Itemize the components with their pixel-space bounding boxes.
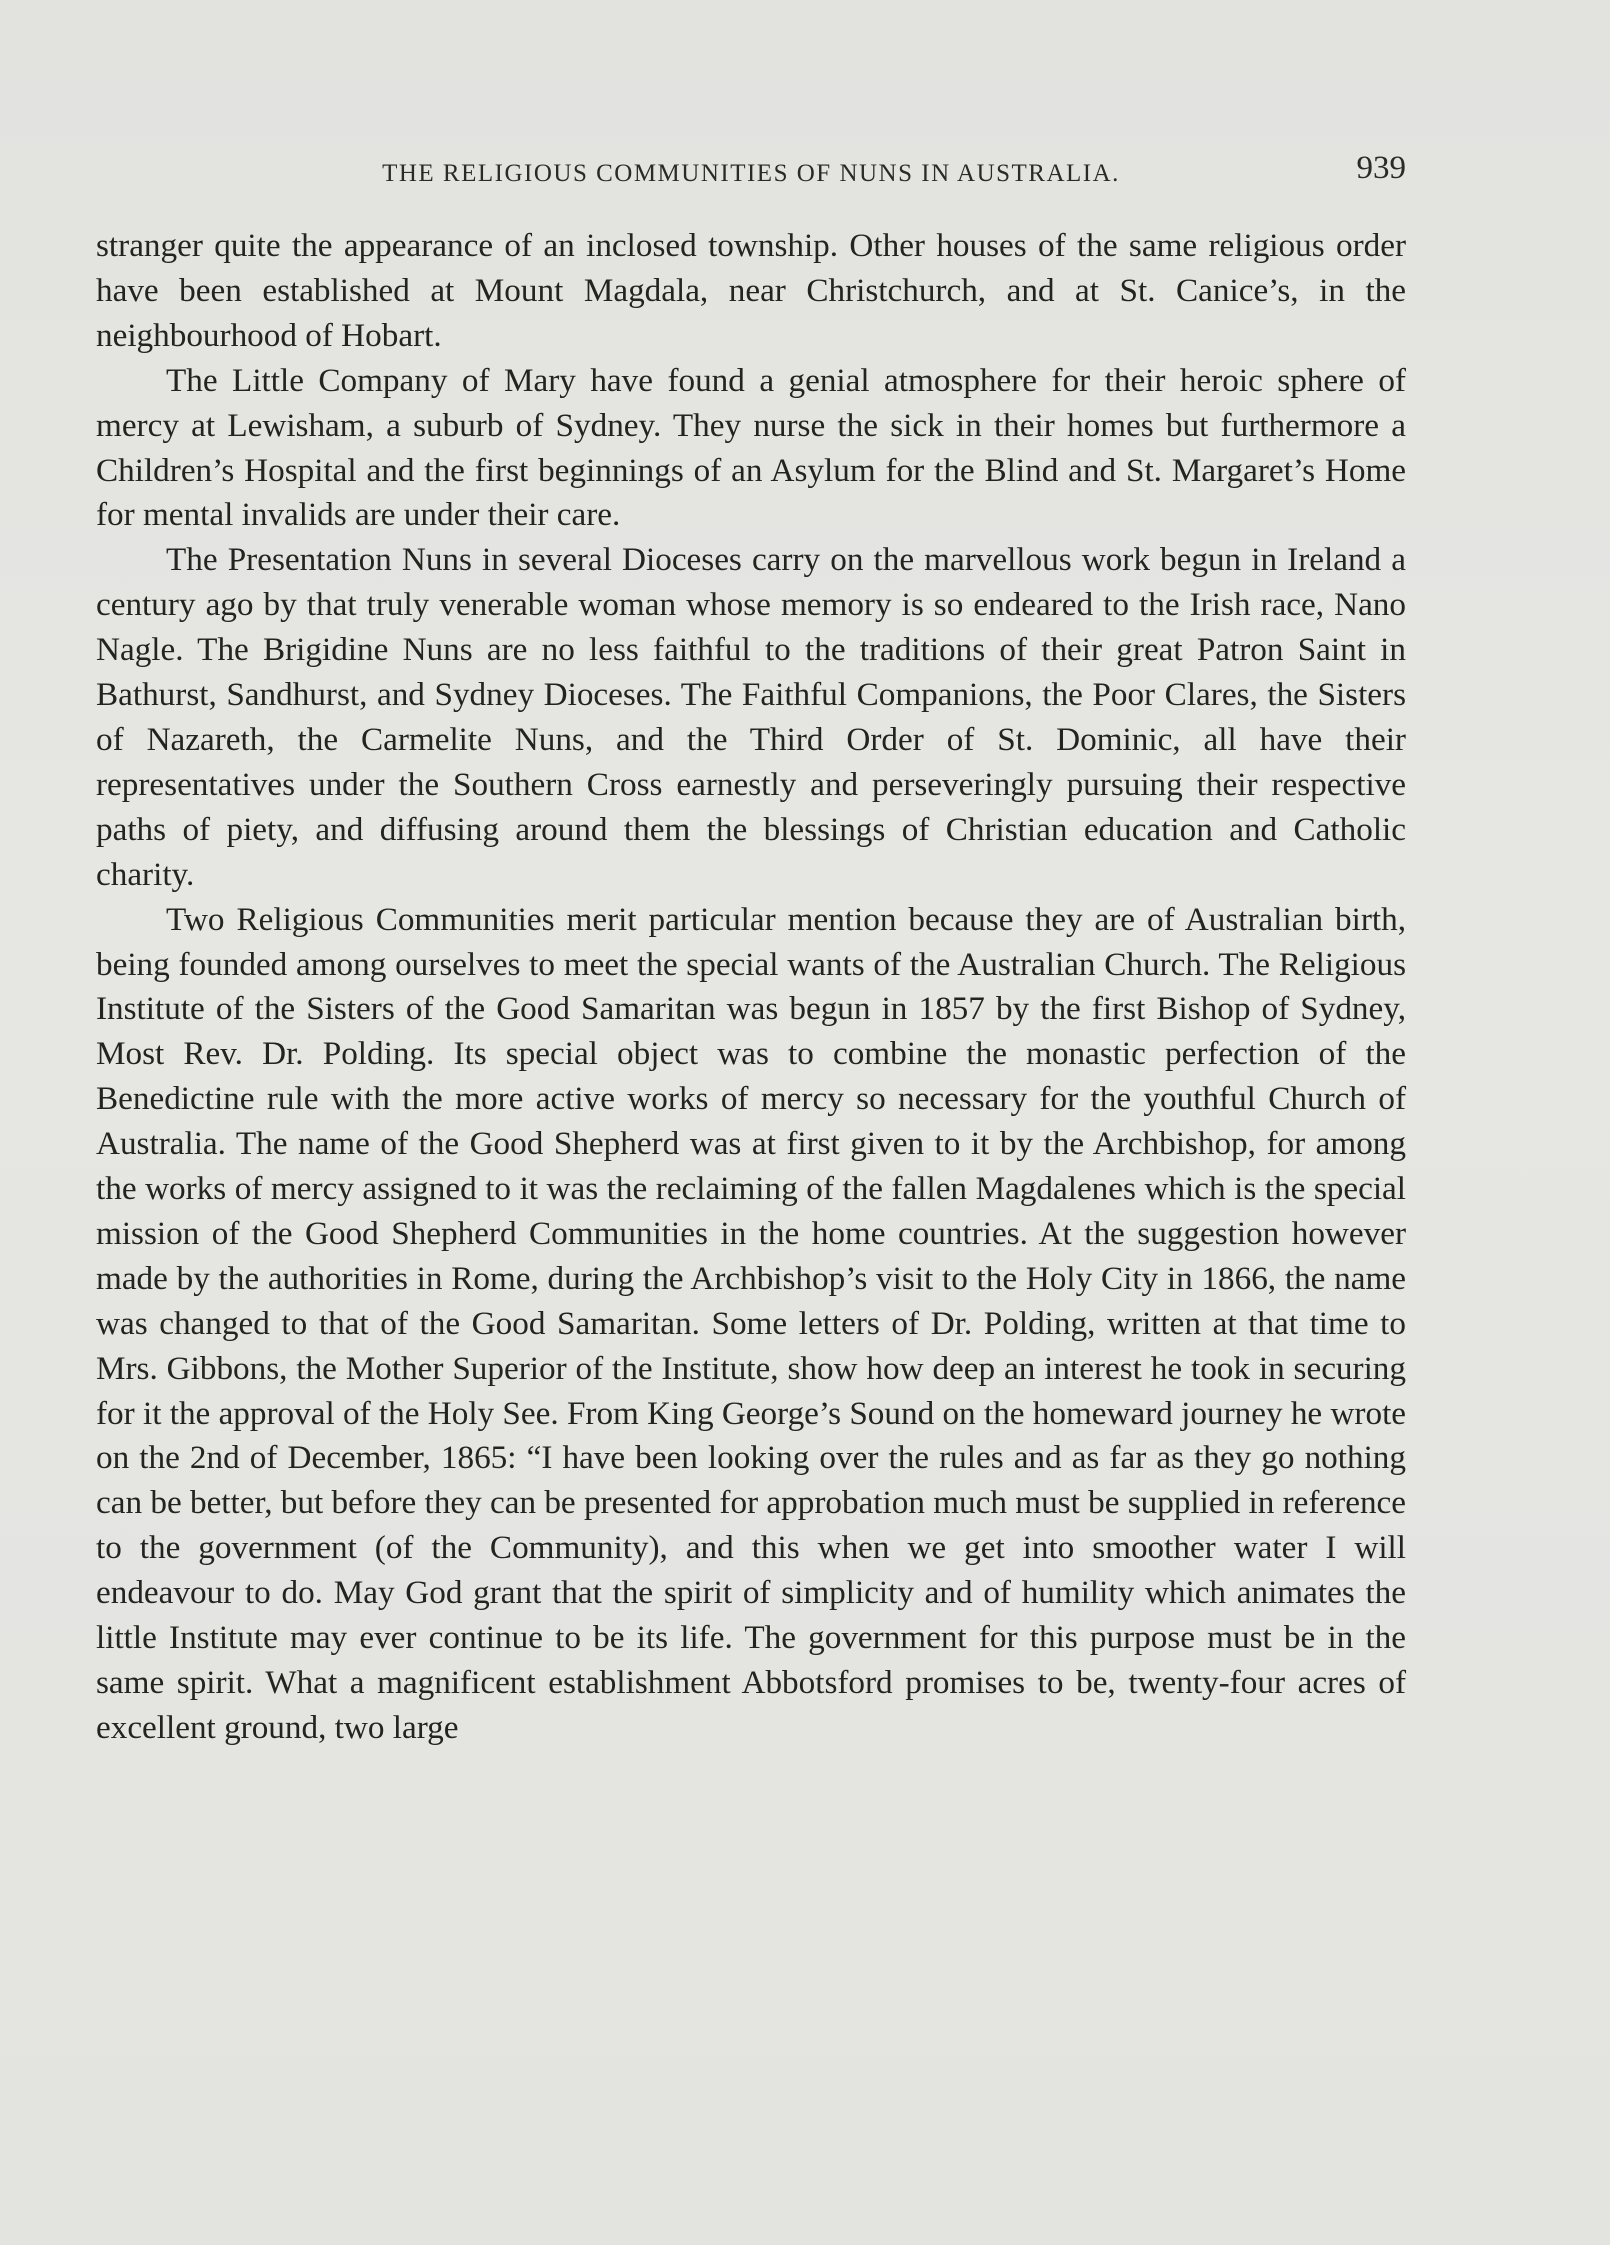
paragraph-4: Two Religious Communities merit particular mention because they are of Australian birth, being founded among ourselves to meet the special wants of the Australian Church. The Religious Institute of the Sisters of the Good Samaritan was begun in 1857 by the first Bishop of Sydney, Most Rev. Dr. Polding. Its special object was to combine the monastic perfection of the Benedictine rule with the more active works of mercy so necessary for the youthful Church of Australia. The name of the Good Shepherd was at first given to it by the Archbishop, for among the works of mercy assigned to it was the reclaiming of the fallen Magdalenes which is the special mission of the Good Shepherd Communities in the home countries. At the suggestion however made by the authorities in Rome, during the Archbishop’s visit to the Holy City in 1866, the name was changed to that of the Good Samaritan. Some letters of Dr. Polding, written at that time to Mrs. Gibbons, the Mother Superior of the Institute, show how deep an interest he took in securing for it the approval of the Holy See. From King George’s Sound on the homeward journey he wrote on the 2nd of December, 1865: “I have been looking over the rules and as far as they go nothing can be better, but before they can be presented for approbation much must be supplied in reference to the government (of the Community), and this when we get into smoother water I will endeavour to do. May God grant that the spirit of simplicity and of humility which animates the little Institute may ever continue to be its life. The government for this purpose must be in the same spirit. What a magnificent establishment Abbotsford promises to be, twenty-four acres of excellent ground, two large — [96, 900, 1407, 1746]
body-text — [96, 224, 1406, 1751]
paragraph-3: The Presentation Nuns in several Dioceses carry on the marvellous work begun in Ireland a century ago by that truly venerable woman whose memory is so endeared to the Irish race, Nano Nagle. The Brigidine Nuns are no less faithful to the traditions of their great Patron Saint in Bathurst, Sandhurst, and Sydney Dioceses. The Faithful Companions, the Poor Clares, the Sisters of Nazareth, the Carmelite Nuns, and the Third Order of St. Dominic, all have their representatives under the Southern Cross earnestly and perseveringly pursuing their respective paths of piety, and diffusing around them the blessings of Christian education and Catholic charity. — [96, 541, 1406, 893]
paragraph-1: stranger quite the appearance of an inclosed township. Other houses of the same religious order have been established at Mount Magdala, near Christchurch, and at St. Canice’s, in the neighbourhood of Hobart. — [96, 227, 1406, 354]
page-header — [96, 150, 1406, 196]
running-title: THE RELIGIOUS COMMUNITIES OF NUNS IN AUSTRALIA. — [382, 160, 1120, 187]
page-number: 939 — [1356, 150, 1406, 186]
paragraph-2: The Little Company of Mary have found a genial atmosphere for their heroic sphere of mercy at Lewisham, a suburb of Sydney. They nurse the sick in their homes but furthermore a Children’s Hospital and the first beginnings of an Asylum for the Blind and St. Margaret’s Home for mental invalids are under their care. — [96, 361, 1406, 534]
